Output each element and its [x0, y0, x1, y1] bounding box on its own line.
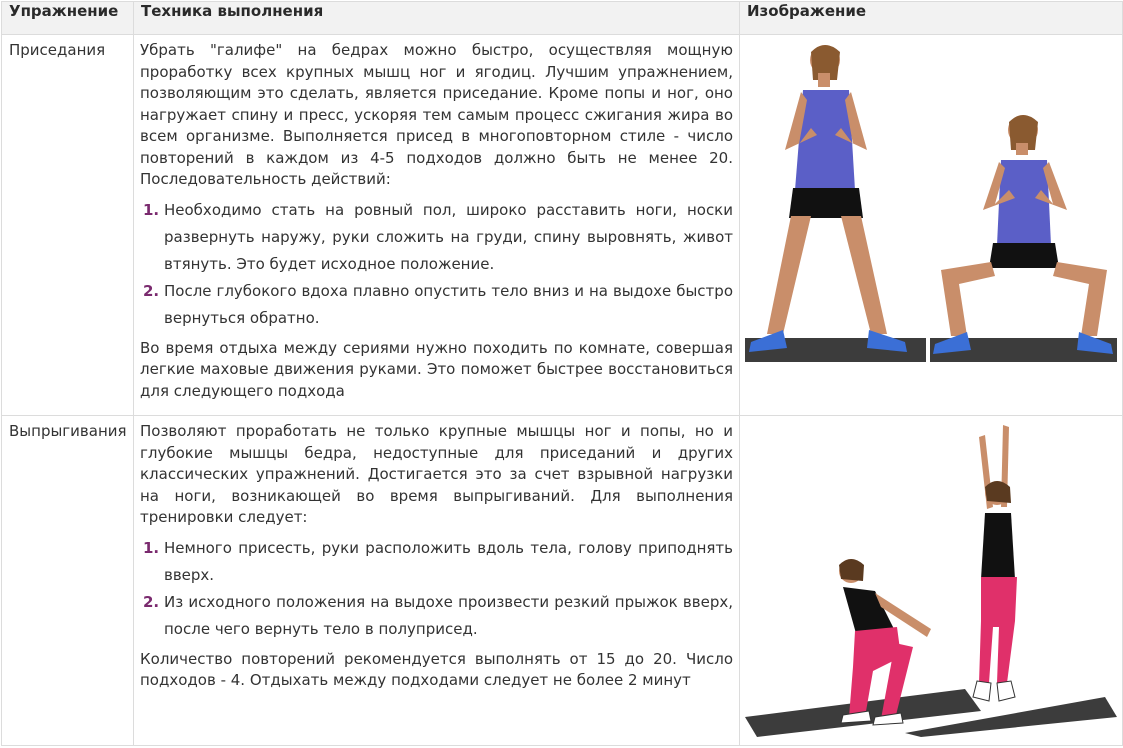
technique-intro: Убрать "галифе" на бедрах можно быстро, осуществляя мощную проработку всех крупных мышц ног и ягодиц. Лучшим упражнением, позволяющим это сделать, является приседание. Кроме попы и ног, оно нагружает спину и пресс, ускоряя тем самым процесс сжигания жира во всем организме. Выполняется присед в многоповторном стиле - число повторений в каждом из 4-5 подходов должно быть не менее 20. Последовательность действий:	[140, 41, 733, 188]
technique-outro: Во время отдыха между сериями нужно походить по комнате, совершая легкие маховые движения руками. Это поможет быстрее восстановиться для следующего подхода	[140, 338, 733, 400]
technique-outro: Количество повторений рекомендуется выполнять от 15 до 20. Число подходов - 4. Отдыхать между подходами следует не более 2 минут	[140, 649, 733, 689]
jump-photo	[745, 421, 1117, 737]
table-row	[2, 35, 1123, 416]
step-number: 2.	[143, 592, 160, 611]
step-number: 1.	[143, 200, 160, 219]
step-number: 2.	[143, 281, 160, 300]
header-exercise: Упражнение	[2, 2, 134, 35]
list-item	[140, 535, 733, 589]
step-text: Из исходного положения на выдохе произвести резкий прыжок вверх, после чего вернуть тело в полуприсед.	[164, 592, 733, 638]
header-row	[2, 2, 1123, 35]
list-item	[140, 589, 733, 643]
squat-photo	[745, 40, 1117, 370]
list-item	[140, 278, 733, 332]
table-row	[2, 416, 1123, 746]
step-text: Немного присесть, руки расположить вдоль тела, голову приподнять вверх.	[164, 538, 733, 584]
steps-list	[140, 535, 733, 643]
step-text: После глубокого вдоха плавно опустить тело вниз и на выдохе быстро вернуться обратно.	[164, 281, 733, 327]
image-cell	[740, 416, 1123, 746]
header-technique: Техника выполнения	[134, 2, 740, 35]
header-image: Изображение	[740, 2, 1123, 35]
exercise-name: Выпрыгивания	[2, 416, 134, 746]
image-cell	[740, 35, 1123, 416]
step-number: 1.	[143, 538, 160, 557]
technique-cell	[134, 35, 740, 416]
step-text: Необходимо стать на ровный пол, широко расставить ноги, носки развернуть наружу, руки сложить на груди, спину выровнять, живот втянуть. Это будет исходное положение.	[164, 200, 733, 273]
steps-list	[140, 197, 733, 332]
technique-intro: Позволяют проработать не только крупные мышцы ног и попы, но и глубокие мышцы бедра, недоступные для приседаний и других классических упражнений. Достигается это за счет взрывной нагрузки на ноги, возникающей во время выпрыгиваний. Для выполнения тренировки следует:	[140, 422, 733, 526]
exercise-name: Приседания	[2, 35, 134, 416]
exercise-table	[1, 1, 1123, 746]
technique-cell	[134, 416, 740, 746]
list-item	[140, 197, 733, 278]
